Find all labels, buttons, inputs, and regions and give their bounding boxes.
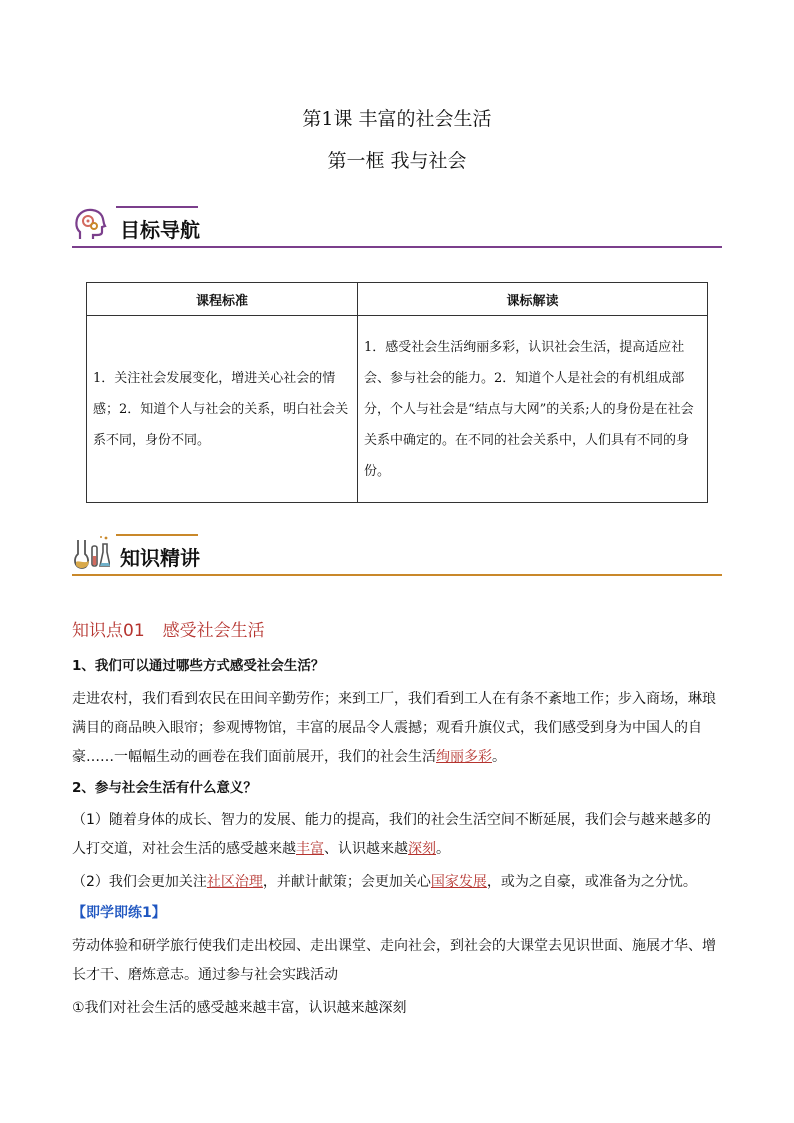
section-header-goals — [72, 206, 722, 248]
answer-3-text-b: ，并献计献策；会更加关心 — [262, 874, 431, 890]
section-title: 第一框 我与社会 — [327, 150, 467, 172]
flask-icon — [72, 534, 110, 572]
keyword-national-development: 国家发展 — [430, 874, 487, 890]
section-title-goals: 目标导航 — [120, 218, 200, 242]
answer-2-text-a: （1）随着身体的成长、智力的发展、能力的提高，我们的社会生活空间不断延展，我们会与越来越多的人打交道，对社会生活的感受越来越 — [72, 812, 711, 857]
section-header-knowledge — [72, 534, 722, 576]
table-header-standard: 课程标准 — [87, 283, 358, 316]
answer-3-text-c: ，或为之自豪，或准备为之分忧。 — [486, 874, 697, 890]
question-1: 1、我们可以通过哪些方式感受社会生活？ — [72, 658, 325, 674]
answer-1 — [72, 685, 722, 772]
answer-3-text-a: （2）我们会更加关注 — [72, 874, 207, 890]
section-title-knowledge: 知识精讲 — [120, 546, 200, 570]
head-gears-icon — [72, 206, 110, 244]
standards-table — [86, 282, 708, 503]
practice-option-1: ①我们对社会生活的感受越来越丰富，认识越来越深刻 — [72, 1000, 407, 1016]
answer-1-end: 。 — [492, 749, 506, 765]
table-cell-standard: 1．关注社会发展变化，增进关心社会的情感；2．知道个人与社会的关系，明白社会关系不同，身份不同。 — [87, 316, 358, 503]
knowledge-point-number: 知识点01 — [72, 621, 145, 641]
knowledge-point-title: 感受社会生活 — [162, 621, 265, 641]
answer-2-point-2 — [72, 868, 722, 897]
table-header-interpretation: 课标解读 — [358, 283, 708, 316]
answer-1-keyword: 绚丽多彩 — [436, 749, 492, 765]
keyword-deep: 深刻 — [408, 841, 436, 857]
answer-2-text-b: 、认识越来越 — [324, 841, 408, 857]
answer-2-point-1 — [72, 806, 722, 864]
practice-label: 【即学即练1】 — [72, 905, 166, 921]
keyword-community-governance: 社区治理 — [206, 874, 263, 890]
practice-text: 劳动体验和研学旅行使我们走出校园、走出课堂、走向社会，到社会的大课堂去见识世面、施展才华、增长才干、磨炼意志。通过参与社会实践活动 — [72, 938, 716, 983]
knowledge-point-heading — [72, 616, 265, 641]
table-cell-interpretation: 1．感受社会生活绚丽多彩，认识社会生活，提高适应社会、参与社会的能力。2．知道个人是社会的有机组成部分，个人与社会是“结点与大网”的关系;人的身份是在社会关系中确定的。在不同的社会关系中，人们具有不同的身份。 — [358, 316, 708, 503]
answer-2-text-c: 。 — [436, 841, 450, 857]
question-2: 2、参与社会生活有什么意义？ — [72, 780, 257, 796]
lesson-title: 第1课 丰富的社会生活 — [302, 108, 492, 130]
answer-1-text: 走进农村，我们看到农民在田间辛勤劳作；来到工厂，我们看到工人在有条不紊地工作；步入商场，琳琅满目的商品映入眼帘；参观博物馆，丰富的展品令人震撼；观看升旗仪式，我们感受到身为中国人的自豪……一幅幅生动的画卷在我们面前展开，我们的社会生活 — [72, 691, 716, 765]
keyword-rich: 丰富 — [296, 841, 324, 857]
